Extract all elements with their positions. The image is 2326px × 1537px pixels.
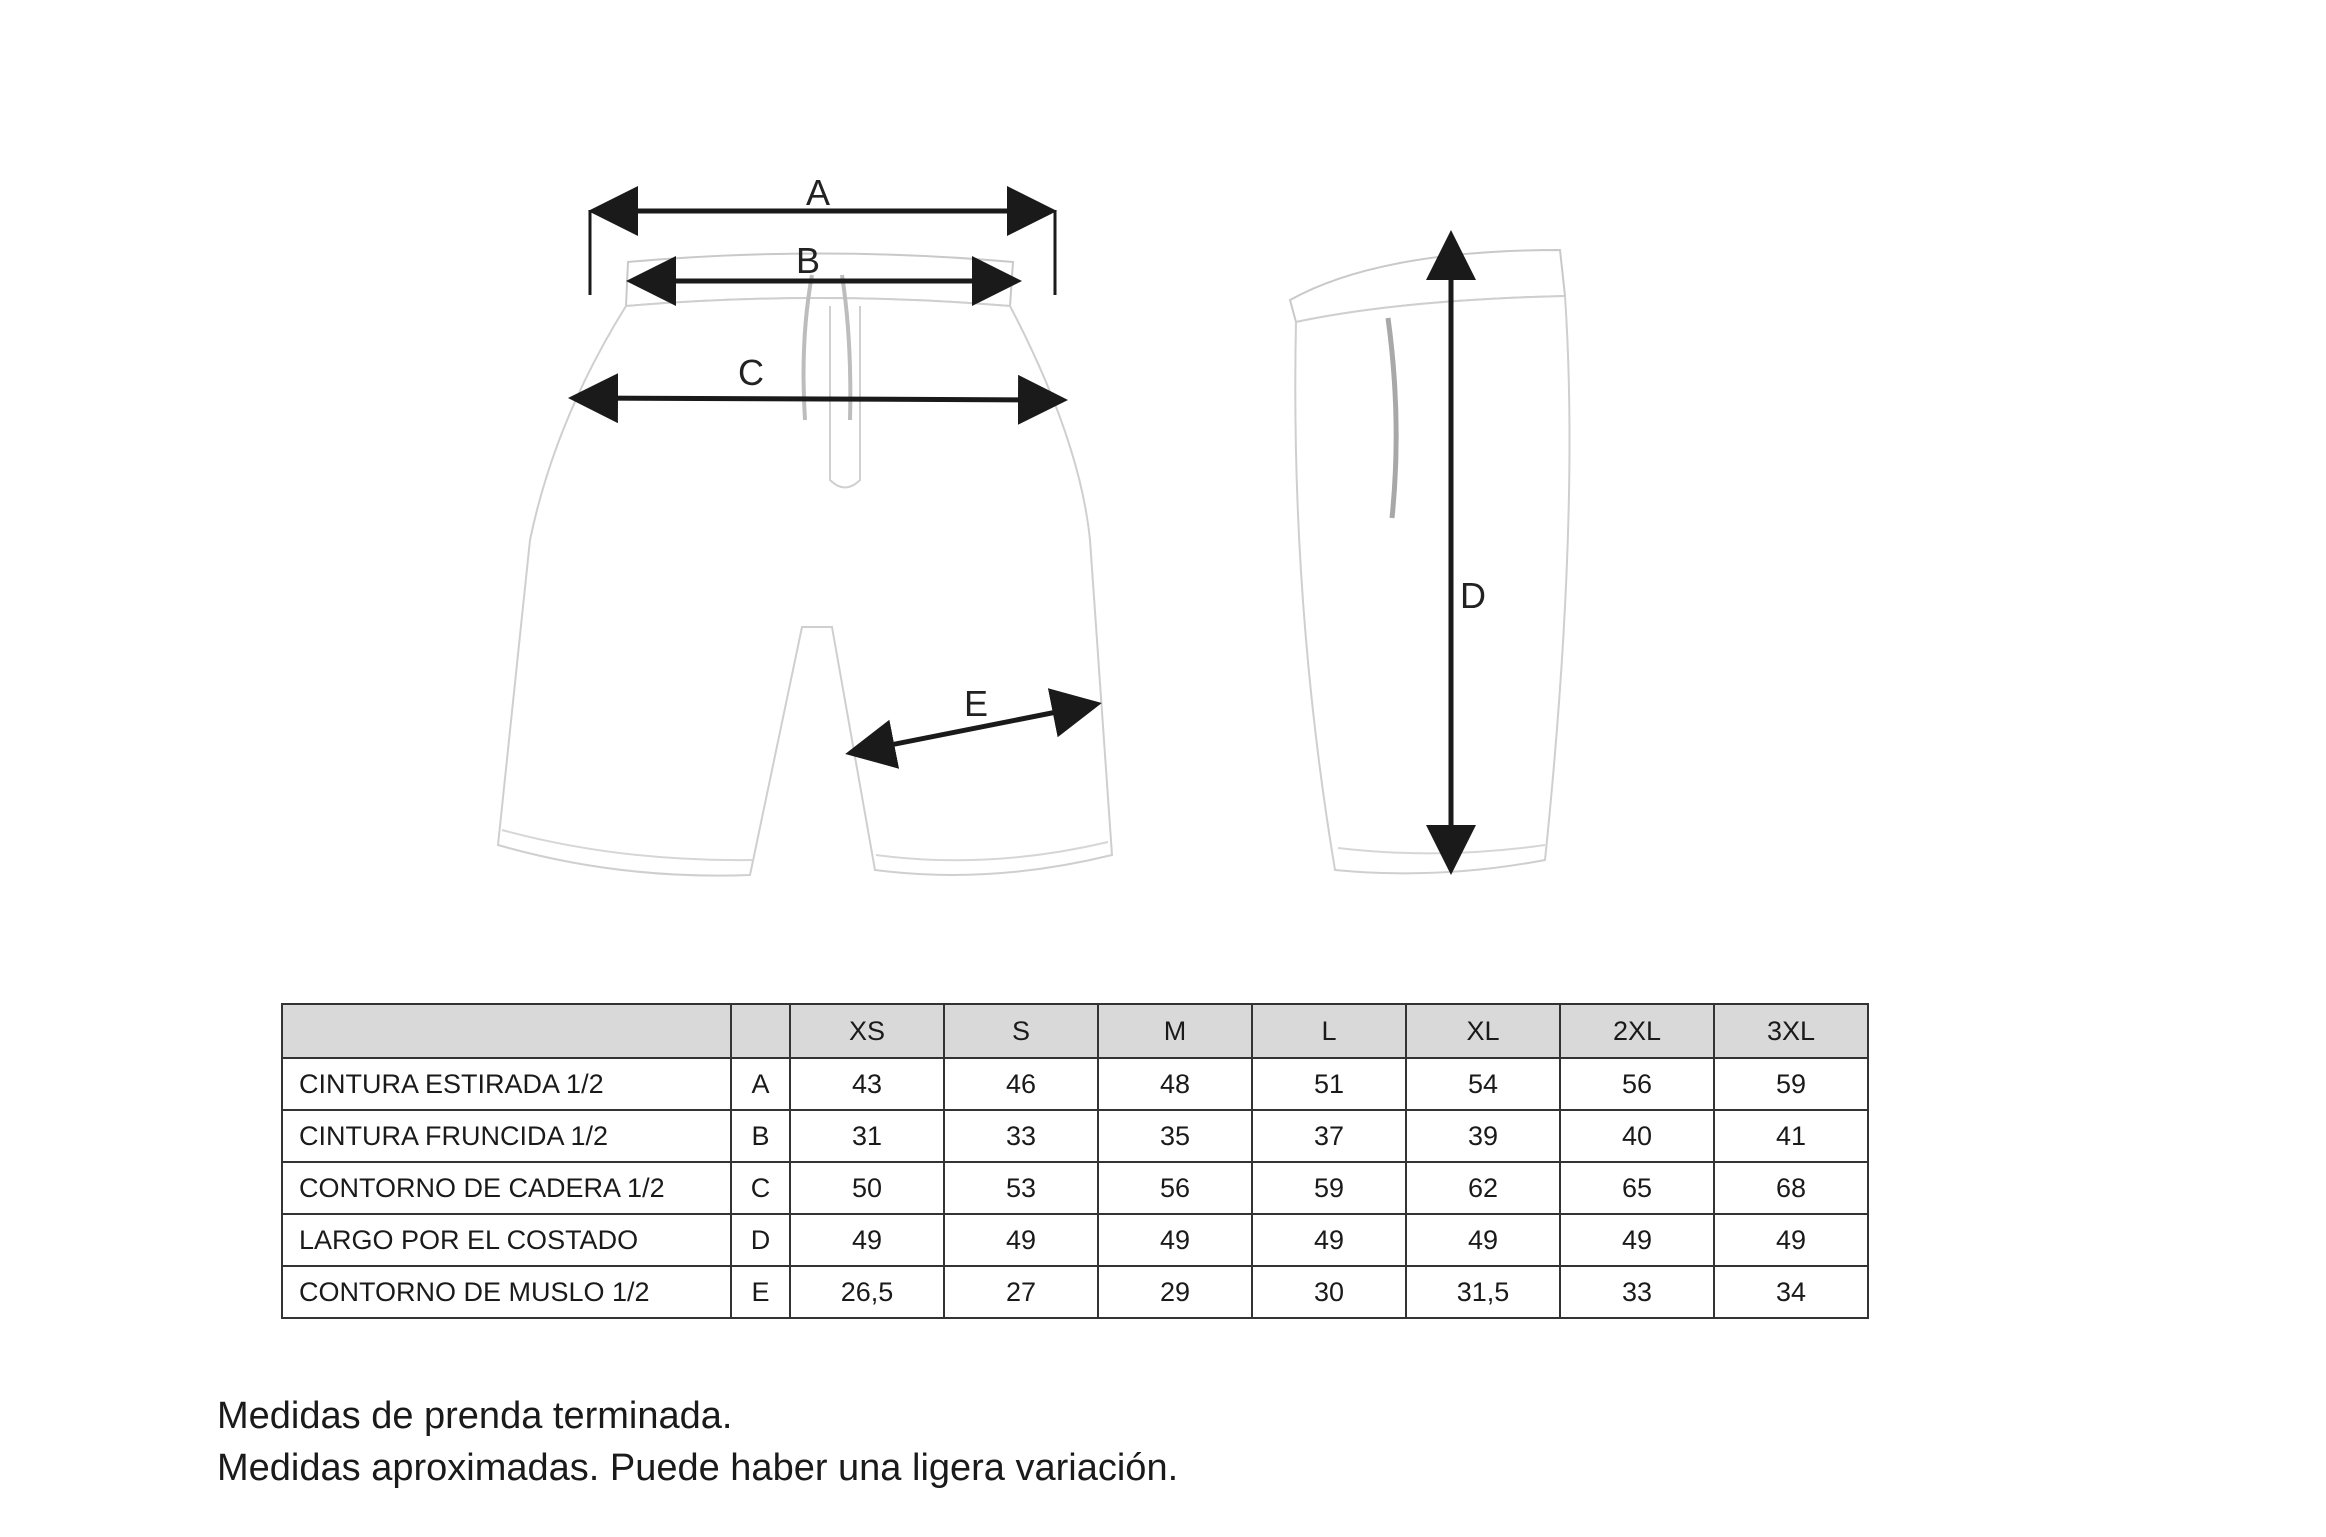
value-cell: 56 — [1560, 1058, 1714, 1110]
size-chart-table — [281, 1003, 1869, 1319]
value-cell: 49 — [1406, 1214, 1560, 1266]
size-header-s: S — [944, 1004, 1098, 1058]
value-cell: 39 — [1406, 1110, 1560, 1162]
value-cell: 48 — [1098, 1058, 1252, 1110]
measure-name-cell: CINTURA ESTIRADA 1/2 — [282, 1058, 731, 1110]
value-cell: 53 — [944, 1162, 1098, 1214]
measure-name-cell: CONTORNO DE MUSLO 1/2 — [282, 1266, 731, 1318]
header-letter-cell — [731, 1004, 790, 1058]
value-cell: 49 — [790, 1214, 944, 1266]
value-cell: 49 — [1560, 1214, 1714, 1266]
size-header-xl: XL — [1406, 1004, 1560, 1058]
value-cell: 30 — [1252, 1266, 1406, 1318]
value-cell: 49 — [944, 1214, 1098, 1266]
table-row — [282, 1266, 1868, 1318]
measurement-c-arrow — [578, 398, 1058, 400]
measure-letter-cell: A — [731, 1058, 790, 1110]
value-cell: 35 — [1098, 1110, 1252, 1162]
measurement-b-label: B — [796, 240, 821, 281]
value-cell: 54 — [1406, 1058, 1560, 1110]
measure-letter-cell: D — [731, 1214, 790, 1266]
measurement-c-label: C — [738, 352, 764, 393]
value-cell: 26,5 — [790, 1266, 944, 1318]
header-measure-cell — [282, 1004, 731, 1058]
value-cell: 65 — [1560, 1162, 1714, 1214]
measurement-e-label: E — [964, 683, 989, 724]
measure-letter-cell: B — [731, 1110, 790, 1162]
value-cell: 59 — [1252, 1162, 1406, 1214]
size-header-3xl: 3XL — [1714, 1004, 1868, 1058]
value-cell: 27 — [944, 1266, 1098, 1318]
table-row — [282, 1058, 1868, 1110]
value-cell: 43 — [790, 1058, 944, 1110]
value-cell: 59 — [1714, 1058, 1868, 1110]
value-cell: 37 — [1252, 1110, 1406, 1162]
value-cell: 31,5 — [1406, 1266, 1560, 1318]
size-header-l: L — [1252, 1004, 1406, 1058]
measure-letter-cell: C — [731, 1162, 790, 1214]
measure-name-cell: CONTORNO DE CADERA 1/2 — [282, 1162, 731, 1214]
value-cell: 62 — [1406, 1162, 1560, 1214]
value-cell: 41 — [1714, 1110, 1868, 1162]
size-header-row — [282, 1004, 1868, 1058]
value-cell: 49 — [1098, 1214, 1252, 1266]
measure-letter-cell: E — [731, 1266, 790, 1318]
value-cell: 40 — [1560, 1110, 1714, 1162]
measure-name-cell: CINTURA FRUNCIDA 1/2 — [282, 1110, 731, 1162]
value-cell: 50 — [790, 1162, 944, 1214]
measure-name-cell: LARGO POR EL COSTADO — [282, 1214, 731, 1266]
size-header-xs: XS — [790, 1004, 944, 1058]
table-row — [282, 1214, 1868, 1266]
value-cell: 31 — [790, 1110, 944, 1162]
size-header-m: M — [1098, 1004, 1252, 1058]
table-row — [282, 1162, 1868, 1214]
front-view-shorts — [498, 254, 1112, 876]
note-approximate-measures: Medidas aproximadas. Puede haber una ligera variación. — [217, 1447, 1179, 1489]
note-finished-garment: Medidas de prenda terminada. — [217, 1395, 733, 1437]
value-cell: 29 — [1098, 1266, 1252, 1318]
value-cell: 33 — [944, 1110, 1098, 1162]
value-cell: 68 — [1714, 1162, 1868, 1214]
side-view-shorts — [1290, 250, 1570, 873]
table-row — [282, 1110, 1868, 1162]
measurement-notes — [217, 1390, 1178, 1494]
side-shorts-body — [1295, 296, 1569, 873]
value-cell: 33 — [1560, 1266, 1714, 1318]
value-cell: 51 — [1252, 1058, 1406, 1110]
measurement-d-label: D — [1460, 575, 1486, 616]
value-cell: 49 — [1714, 1214, 1868, 1266]
size-header-2xl: 2XL — [1560, 1004, 1714, 1058]
value-cell: 34 — [1714, 1266, 1868, 1318]
value-cell: 49 — [1252, 1214, 1406, 1266]
measurement-a-label: A — [806, 172, 831, 213]
value-cell: 56 — [1098, 1162, 1252, 1214]
value-cell: 46 — [944, 1058, 1098, 1110]
